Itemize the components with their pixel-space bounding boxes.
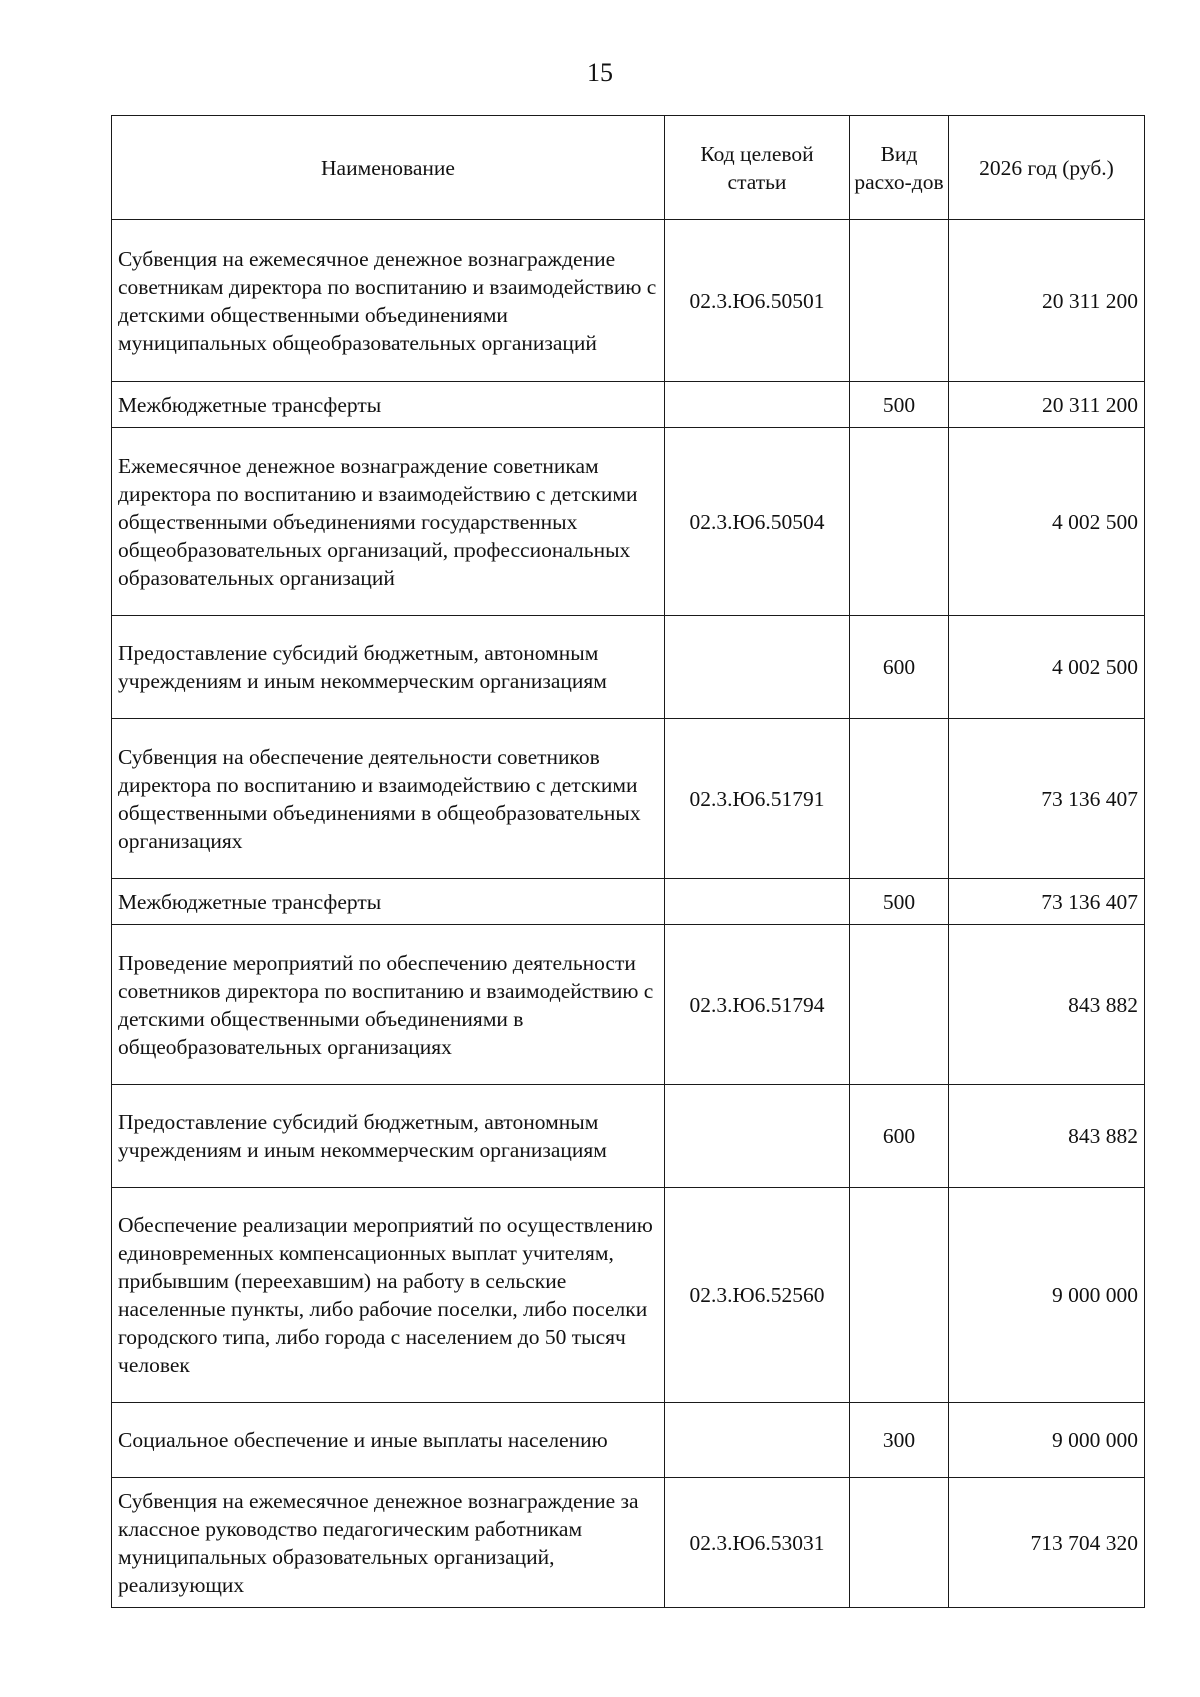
- cell-amount: 843 882: [949, 1085, 1145, 1188]
- budget-table: [111, 115, 1145, 1608]
- table-row: [112, 616, 1145, 719]
- table-row: [112, 1188, 1145, 1403]
- cell-name: Межбюджетные трансферты: [112, 382, 665, 428]
- table-row: [112, 719, 1145, 879]
- cell-name: Проведение мероприятий по обеспечению деятельности советников директора по воспитанию и взаимодействию с детскими общественными объединениями в общеобразовательных организациях: [112, 925, 665, 1085]
- table-row: [112, 879, 1145, 925]
- table-header: [112, 116, 1145, 220]
- cell-kind: 500: [850, 382, 949, 428]
- cell-amount: 9 000 000: [949, 1403, 1145, 1478]
- table-body: [112, 220, 1145, 1608]
- cell-code: 02.3.Ю6.50504: [665, 428, 850, 616]
- cell-code: [665, 1085, 850, 1188]
- cell-kind: [850, 719, 949, 879]
- header-name: Наименование: [112, 116, 665, 220]
- cell-kind: [850, 1478, 949, 1608]
- cell-kind: [850, 220, 949, 382]
- cell-code: 02.3.Ю6.52560: [665, 1188, 850, 1403]
- table-row: [112, 1085, 1145, 1188]
- cell-amount: 843 882: [949, 925, 1145, 1085]
- table-row: [112, 382, 1145, 428]
- cell-name: Предоставление субсидий бюджетным, автономным учреждениям и иным некоммерческим организациям: [112, 1085, 665, 1188]
- cell-kind: [850, 1188, 949, 1403]
- cell-amount: 20 311 200: [949, 220, 1145, 382]
- cell-kind: 500: [850, 879, 949, 925]
- cell-name: Ежемесячное денежное вознаграждение советникам директора по воспитанию и взаимодействию с детскими общественными объединениями государственных общеобразовательных организаций, профессиональных образовательных организаций: [112, 428, 665, 616]
- cell-name: Субвенция на ежемесячное денежное вознаграждение советникам директора по воспитанию и взаимодействию с детскими общественными объединениями муниципальных общеобразовательных организаций: [112, 220, 665, 382]
- cell-code: [665, 879, 850, 925]
- cell-kind: [850, 925, 949, 1085]
- cell-code: 02.3.Ю6.53031: [665, 1478, 850, 1608]
- cell-kind: 600: [850, 1085, 949, 1188]
- cell-amount: 20 311 200: [949, 382, 1145, 428]
- cell-code: [665, 382, 850, 428]
- cell-name: Социальное обеспечение и иные выплаты населению: [112, 1403, 665, 1478]
- cell-name: Обеспечение реализации мероприятий по осуществлению единовременных компенсационных выплат учителям, прибывшим (переехавшим) на работу в сельские населенные пункты, либо рабочие поселки, либо поселки городского типа, либо города с населением до 50 тысяч человек: [112, 1188, 665, 1403]
- cell-name: Межбюджетные трансферты: [112, 879, 665, 925]
- cell-amount: 4 002 500: [949, 616, 1145, 719]
- cell-amount: 713 704 320: [949, 1478, 1145, 1608]
- cell-amount: 9 000 000: [949, 1188, 1145, 1403]
- cell-amount: 73 136 407: [949, 879, 1145, 925]
- cell-kind: 300: [850, 1403, 949, 1478]
- cell-kind: 600: [850, 616, 949, 719]
- cell-name: Предоставление субсидий бюджетным, автономным учреждениям и иным некоммерческим организациям: [112, 616, 665, 719]
- cell-kind: [850, 428, 949, 616]
- table-row: [112, 220, 1145, 382]
- page-number: 15: [587, 58, 613, 87]
- table-row: [112, 1478, 1145, 1608]
- cell-amount: 4 002 500: [949, 428, 1145, 616]
- header-kind: Вид расхо-дов: [850, 116, 949, 220]
- cell-code: 02.3.Ю6.50501: [665, 220, 850, 382]
- table-row: [112, 428, 1145, 616]
- cell-name: Субвенция на ежемесячное денежное вознаграждение за классное руководство педагогическим работникам муниципальных образовательных организаций, реализующих: [112, 1478, 665, 1608]
- header-row: [112, 116, 1145, 220]
- cell-code: [665, 1403, 850, 1478]
- table-row: [112, 925, 1145, 1085]
- cell-code: [665, 616, 850, 719]
- header-amount: 2026 год (руб.): [949, 116, 1145, 220]
- table-row: [112, 1403, 1145, 1478]
- cell-name: Субвенция на обеспечение деятельности советников директора по воспитанию и взаимодействию с детскими общественными объединениями в общеобразовательных организациях: [112, 719, 665, 879]
- header-code: Код целевой статьи: [665, 116, 850, 220]
- cell-code: 02.3.Ю6.51794: [665, 925, 850, 1085]
- cell-amount: 73 136 407: [949, 719, 1145, 879]
- cell-code: 02.3.Ю6.51791: [665, 719, 850, 879]
